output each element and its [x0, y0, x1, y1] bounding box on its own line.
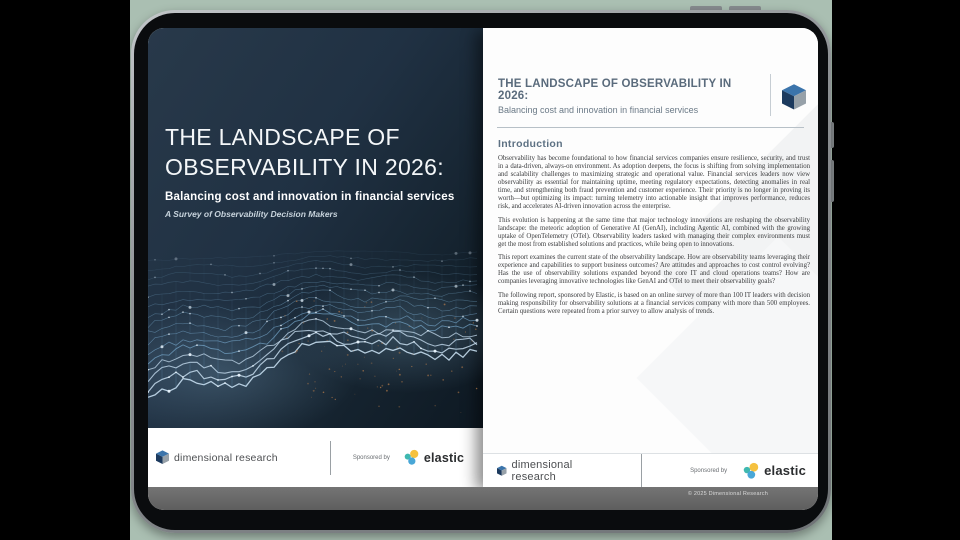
cover-title-block — [165, 122, 470, 219]
dimensional-research-wordmark: dimensional research — [511, 458, 573, 483]
cover-subtitle: Balancing cost and innovation in financial services — [165, 191, 455, 203]
elastic-logo — [404, 449, 464, 466]
intro-paragraph-2: This evolution is happening at the same time that major technology innovations are reshaping the observability landscape: the meteoric adoption of Generative AI (GenAI), including Agentic AI, combined with the growing uptake of OpenTelemetry (OTel). Observability leaders tasked with managing their complex environments must get the most from established solutions and practices, while being open to innovations. — [498, 216, 810, 248]
intro-header-title: THE LANDSCAPE OF OBSERVABILITY IN 2026: — [498, 78, 732, 102]
sponsored-by-label: Sponsored by — [352, 454, 390, 461]
cube-icon — [782, 84, 806, 111]
dimensional-research-wordmark: dimensional research — [174, 451, 278, 464]
report-intro-page — [483, 28, 818, 487]
elastic-wordmark: elastic — [764, 463, 806, 478]
cover-footer — [148, 428, 483, 487]
footer-divider — [641, 454, 642, 488]
introduction-heading: Introduction — [498, 138, 563, 150]
elastic-cluster-icon — [743, 462, 760, 480]
elastic-cluster-icon — [404, 449, 420, 466]
header-rule — [497, 127, 804, 128]
intro-paragraph-1: Observability has become foundational to how financial services companies ensure resilience, security, and trust in a data-driven, always-on environment. As adoption deepens, the focus is shifting from solving implementation and scalability challenges to maximizing strategic and operational value. Financial services leaders now view observability as essential for maintaining uptime, meeting regulatory expectations, detecting anomalies in real time, and strengthening both fraud prevention and customer experience. Their priority is no longer in proving its worth—but optimizing its impact: turning telemetry into actionable insight that improves performance, reduces risk, and accelerates AI-driven innovation across the enterprise. — [498, 155, 810, 210]
intro-paragraph-3: This report examines the current state of the observability landscape. How are observability teams leveraging their experience and capabilities to support business outcomes? Are attitudes and approaches to cost control evolving? Has the use of observability solutions expanded beyond the core IT and cloud operations teams? How are companies leveraging innovative technologies like GenAI and OTel to meet their observability goals? — [498, 254, 810, 285]
document-viewer-bar — [148, 487, 818, 510]
introduction-body — [498, 155, 810, 321]
elastic-logo — [743, 462, 806, 480]
cube-icon — [497, 463, 507, 479]
cover-tagline: A Survey of Observability Decision Makers — [165, 209, 338, 219]
intro-header-subtitle: Balancing cost and innovation in financial services — [498, 105, 699, 115]
footer-divider — [330, 441, 331, 475]
intro-footer — [483, 453, 818, 487]
tablet-bezel — [134, 13, 828, 530]
report-cover-page — [148, 28, 483, 487]
terrain-network-graphic — [148, 213, 483, 428]
elastic-wordmark: elastic — [423, 450, 465, 465]
intro-paragraph-4: The following report, sponsored by Elastic, is based on an online survey of more than 100 IT leaders with decision making responsibility for observability solutions at a financial services company with more than 500 employees. Certain questions were repeated from a prior survey to allow analysis of trends. — [498, 291, 810, 315]
intro-page-header — [498, 78, 762, 115]
tablet-screen — [148, 28, 818, 510]
cover-title-line1: THE LANDSCAPE OF — [165, 124, 400, 150]
cover-title — [165, 122, 470, 182]
dimensional-research-logo — [497, 459, 585, 483]
copyright-text: © 2025 Dimensional Research — [687, 491, 768, 497]
header-divider — [770, 74, 771, 116]
dimensional-research-logo — [156, 450, 278, 465]
cube-icon — [156, 450, 169, 465]
cover-title-line2: OBSERVABILITY IN 2026: — [165, 154, 444, 180]
tablet-device — [131, 10, 831, 533]
sponsored-by-label: Sponsored by — [690, 467, 728, 474]
